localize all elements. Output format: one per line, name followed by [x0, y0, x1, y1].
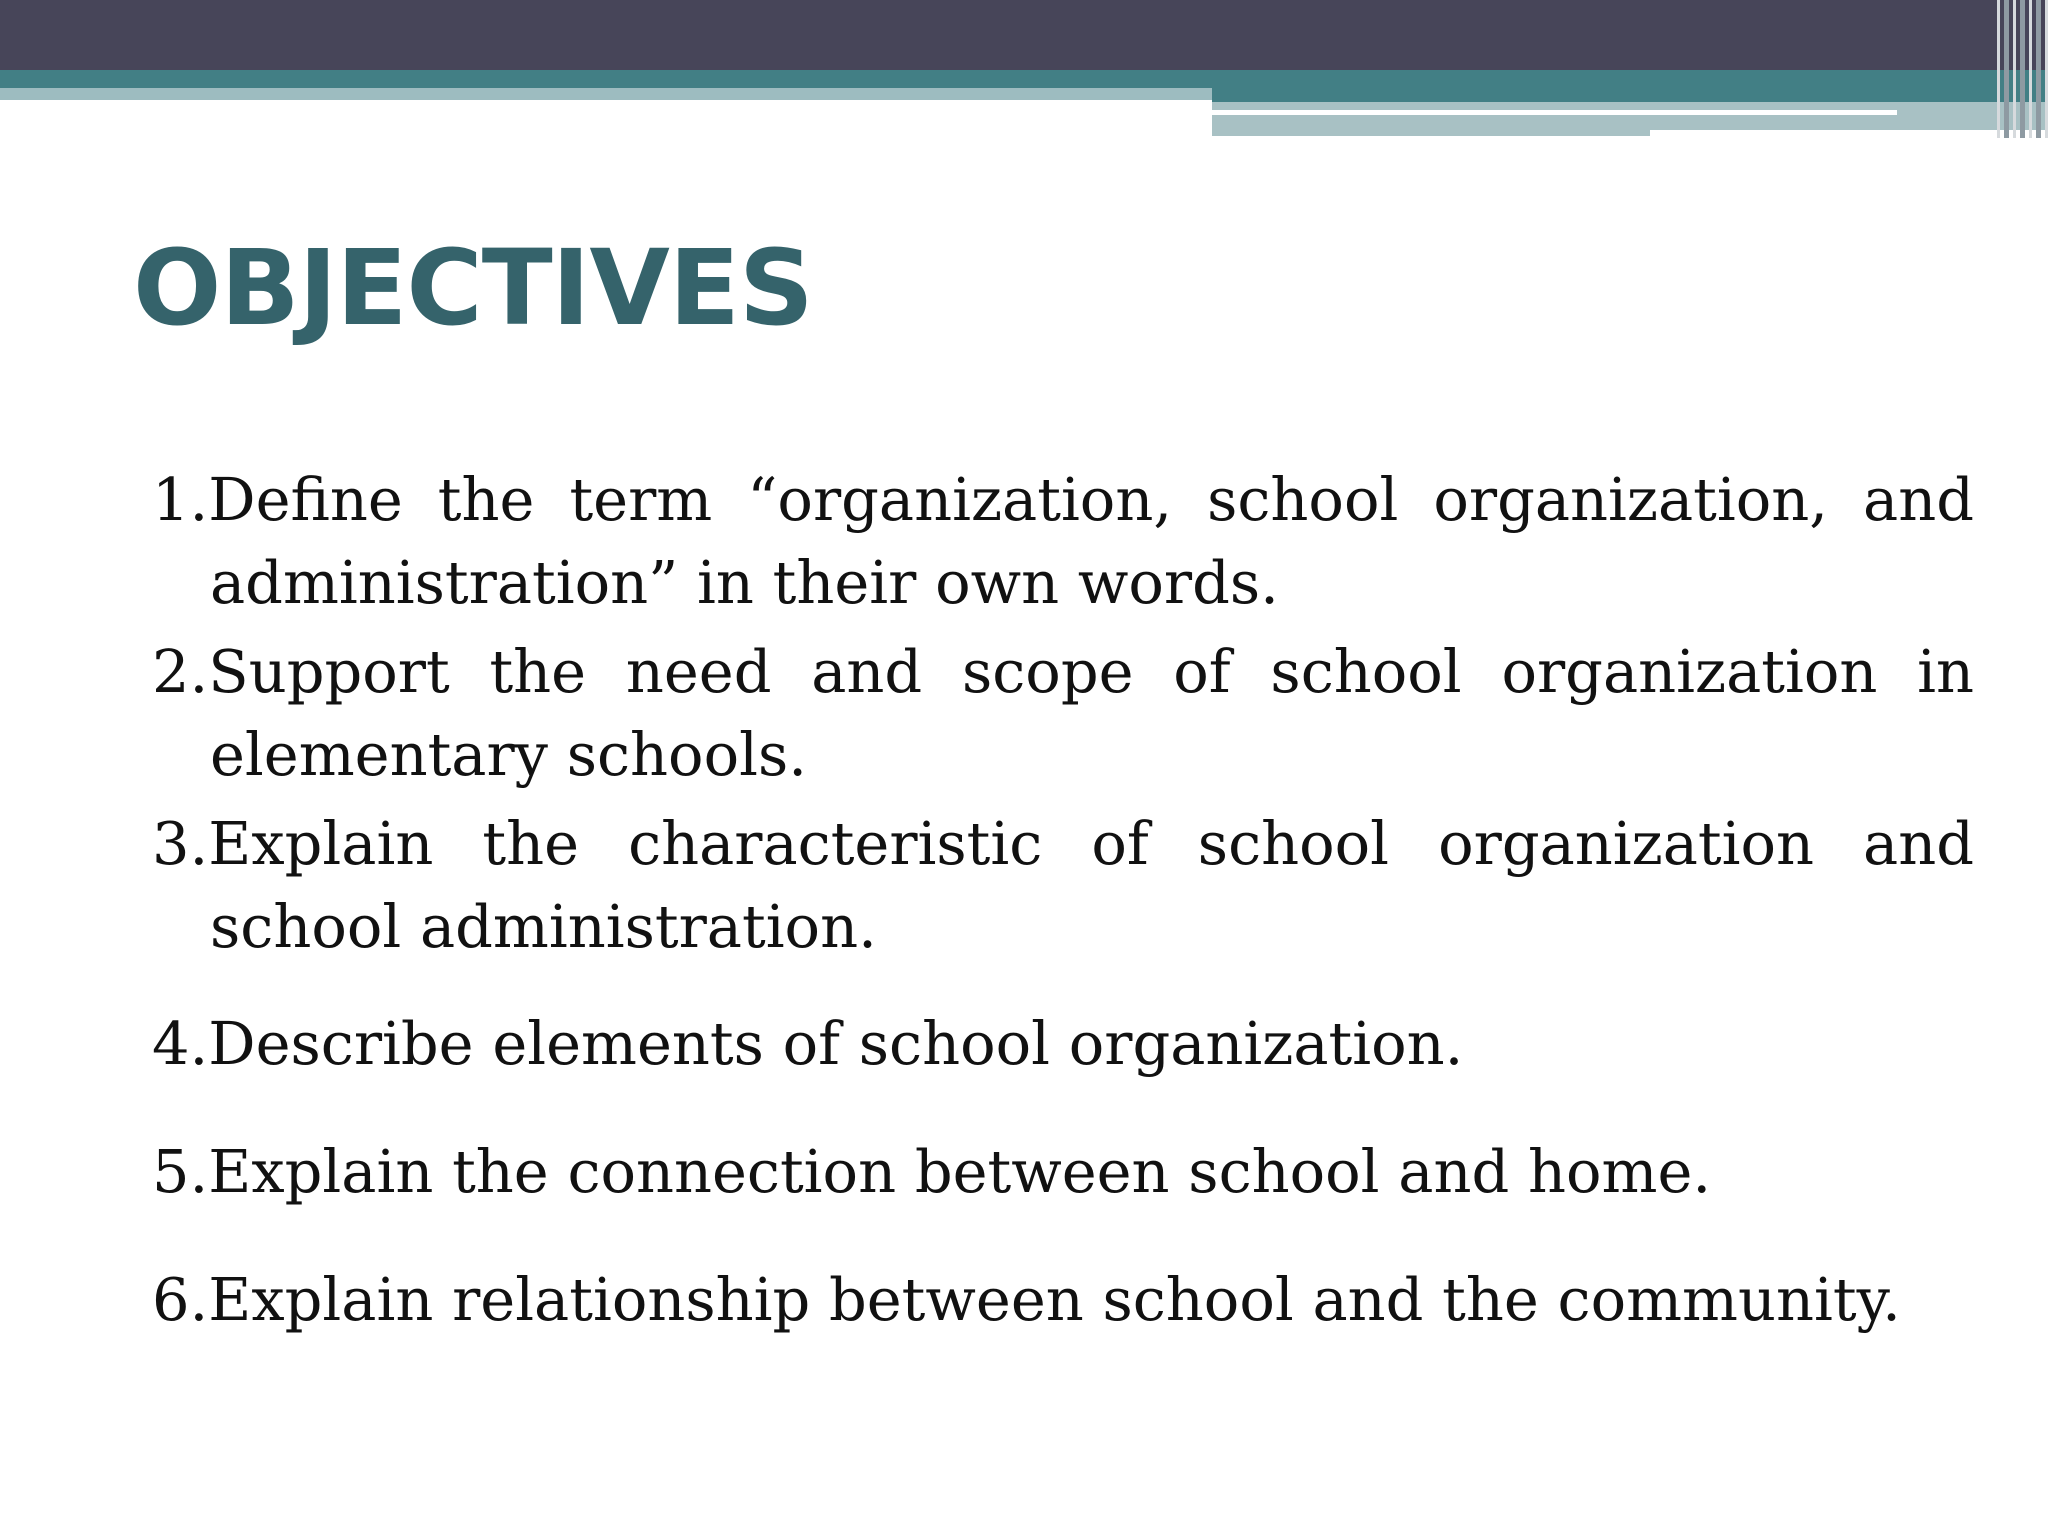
header-dark-band [0, 0, 2048, 70]
stripe [2029, 0, 2032, 138]
stripe [2013, 0, 2016, 138]
objective-item: 1.Define the term “organization, school organization, and administration” in their own words. [152, 465, 1974, 617]
objective-item: 2.Support the need and scope of school organization in elementary schools. [152, 637, 1974, 789]
objective-item: 6.Explain relationship between school and the community. [152, 1265, 1901, 1334]
stripe [2020, 0, 2025, 138]
objective-item: 4.Describe elements of school organization. [152, 1009, 1464, 1078]
header-vertical-stripes [1984, 0, 2048, 138]
stripe [2004, 0, 2009, 138]
objective-item: 3.Explain the characteristic of school organization and school administration. [152, 809, 1974, 961]
header-right-teal-band [1212, 88, 2048, 102]
header-right-accent-line [1212, 110, 1897, 115]
stripe [2036, 0, 2041, 138]
header-teal-band [0, 70, 2048, 88]
objective-item: 5.Explain the connection between school and home. [152, 1137, 1712, 1206]
objectives-list [152, 458, 1974, 1341]
header-light-band [0, 88, 1212, 100]
slide-title: OBJECTIVES [133, 227, 813, 349]
stripe [1997, 0, 2000, 138]
